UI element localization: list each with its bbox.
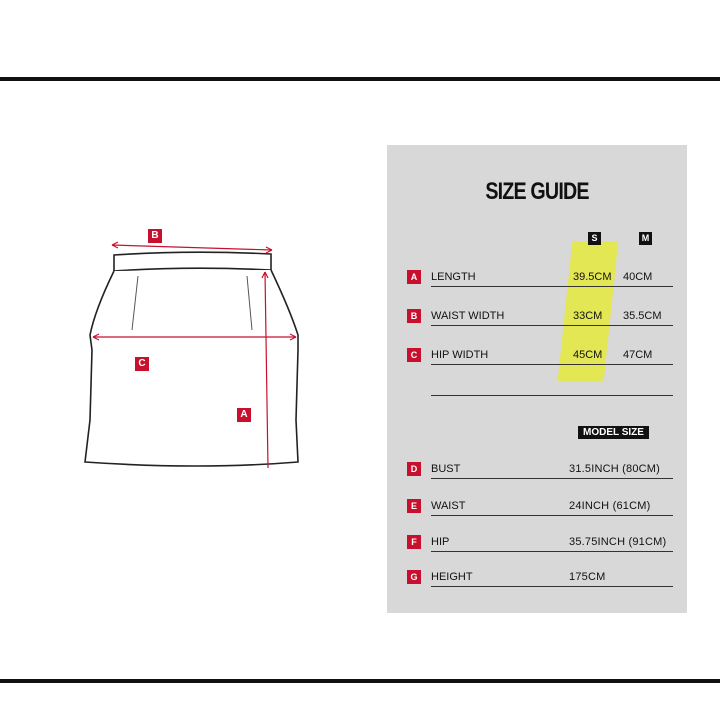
model-value: 175CM [569, 571, 606, 583]
model-value: 31.5INCH (80CM) [569, 463, 661, 475]
bottom-rule [0, 679, 720, 683]
section-divider [431, 395, 673, 396]
row-label: WAIST WIDTH [431, 310, 505, 322]
row-tag: C [407, 348, 421, 362]
size-m-header: M [639, 232, 652, 245]
row-tag: D [407, 462, 421, 476]
model-row [407, 570, 673, 586]
size-s-value: 39.5CM [573, 271, 612, 283]
model-row [407, 499, 673, 515]
measurement-row [407, 348, 673, 364]
row-tag: A [407, 270, 421, 284]
size-m-value: 35.5CM [623, 310, 662, 322]
measurement-row [407, 270, 673, 286]
top-rule [0, 77, 720, 81]
row-label: HEIGHT [431, 571, 473, 583]
row-label: HIP WIDTH [431, 349, 489, 361]
size-s-header: S [588, 232, 601, 245]
row-tag: B [407, 309, 421, 323]
model-value: 24INCH (61CM) [569, 500, 651, 512]
skirt-illustration [60, 200, 360, 500]
row-label: BUST [431, 463, 461, 475]
row-tag: F [407, 535, 421, 549]
row-tag: E [407, 499, 421, 513]
size-guide-panel [387, 145, 687, 613]
size-s-value: 33CM [573, 310, 603, 322]
skirt-diagram [60, 200, 360, 500]
row-label: LENGTH [431, 271, 476, 283]
tag-c: C [135, 357, 149, 371]
model-row [407, 462, 673, 478]
model-value: 35.75INCH (91CM) [569, 536, 667, 548]
size-guide-title: SIZE GUIDE [485, 178, 589, 205]
size-s-value: 45CM [573, 349, 603, 361]
row-label: HIP [431, 536, 450, 548]
size-m-value: 40CM [623, 271, 653, 283]
model-size-heading: MODEL SIZE [578, 426, 649, 439]
model-row [407, 535, 673, 551]
tag-b: B [148, 229, 162, 243]
size-m-value: 47CM [623, 349, 653, 361]
row-label: WAIST [431, 500, 466, 512]
row-tag: G [407, 570, 421, 584]
measurement-row [407, 309, 673, 325]
tag-a: A [237, 408, 251, 422]
